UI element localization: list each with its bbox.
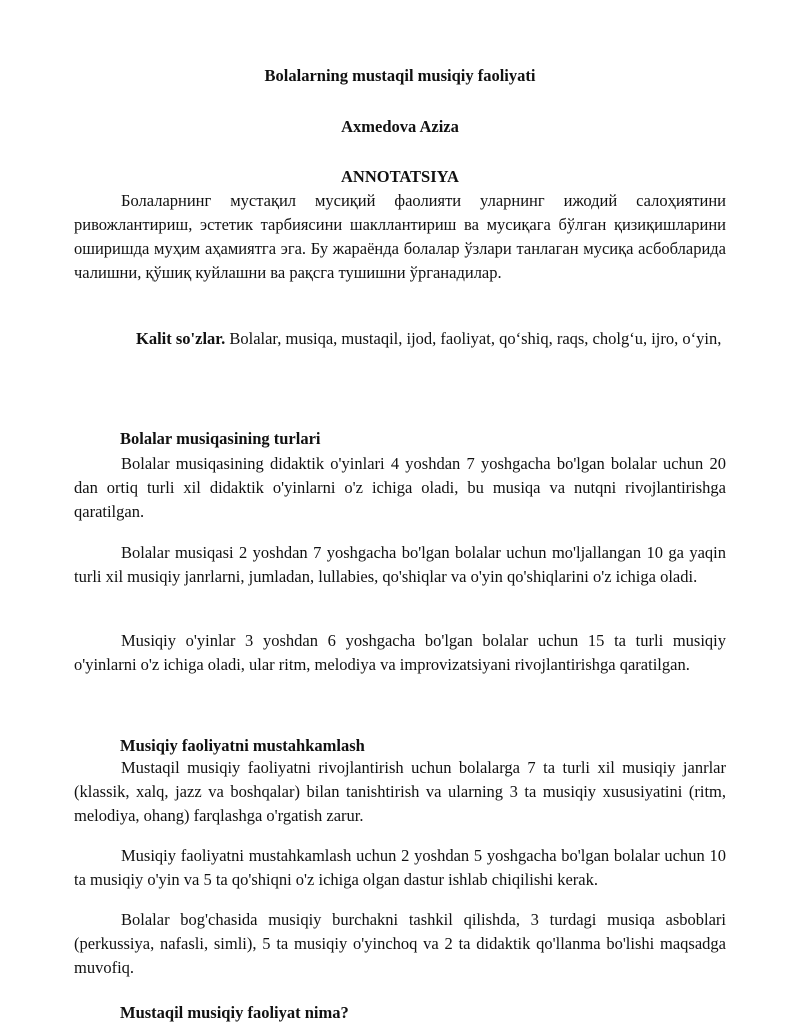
section-paragraph: Musiqiy o'yinlar 3 yoshdan 6 yoshgacha bo'lgan bolalar uchun 15 ta turli musiqiy o'yinlarni o'z ichiga oladi, ular ritm, melodiya va improvizatsiyani rivojlantirishga qaratilgan. bbox=[74, 631, 726, 674]
section-paragraph: Mustaqil musiqiy faoliyatni rivojlantirish uchun bolalarga 7 ta turli xil musiqiy janrlar (klassik, xalq, jazz va boshqalar) bilan tanishtirish va ularning 3 ta musiqiy xususiyatini (ritm, melodiya, ohang) farqlashga o'rgatish zarur. bbox=[74, 758, 726, 825]
section-heading: Mustaqil musiqiy faoliyat nima? bbox=[120, 1003, 349, 1022]
section-paragraph: Bolalar musiqasi 2 yoshdan 7 yoshgacha bo'lgan bolalar uchun mo'ljallangan 10 ga yaqin turli xil musiqiy janrlarni, jumladan, lullabies, qo'shiqlar va o'yin qo'shiqlarini o'z ichiga oladi. bbox=[74, 543, 726, 586]
keywords-label: Kalit so'zlar. bbox=[136, 329, 226, 348]
document-author: Axmedova Aziza bbox=[341, 117, 459, 136]
annotation-heading: ANNOTATSIYA bbox=[341, 167, 459, 186]
section-heading: Bolalar musiqasining turlari bbox=[120, 429, 321, 448]
section-heading: Musiqiy faoliyatni mustahkamlash bbox=[120, 736, 365, 755]
section-paragraph: Bolalar musiqasining didaktik o'yinlari 4 yoshdan 7 yoshgacha bo'lgan bolalar uchun 20 dan ortiq turli xil didaktik o'yinlarni o'z ichiga oladi, bu musiqa va nutqni rivojlantirishga qaratilgan. bbox=[74, 454, 726, 521]
section-paragraph: Musiqiy faoliyatni mustahkamlash uchun 2 yoshdan 5 yoshgacha bo'lgan bolalar uchun 10 ta musiqiy o'yin va 5 ta qo'shiqni o'z ichiga olgan dastur ishlab chiqilishi kerak. bbox=[74, 846, 726, 889]
document-title: Bolalarning mustaqil musiqiy faoliyati bbox=[264, 66, 536, 85]
annotation-paragraph: Болаларнинг мустақил мусиқий фаолияти уларнинг ижодий салоҳиятини ривожлантириш, эстетик тарбиясини шакллантириш ва мусиқага бўлган қизиқишларини оширишда муҳим аҳамиятга эга. Бу жараёнда болалар ўзлари танлаган мусиқа асбобларида чалишни, қўшиқ куйлашни ва рақсга тушишни ўрганадилар. bbox=[74, 191, 726, 282]
keywords-text: Bolalar, musiqa, mustaqil, ijod, faoliyat, qo‘shiq, raqs, cholg‘u, ijro, o‘yin, bbox=[225, 329, 722, 348]
keywords-paragraph bbox=[74, 327, 726, 351]
section-paragraph: Bolalar bog'chasida musiqiy burchakni tashkil qilishda, 3 turdagi musiqa asboblari (perkussiya, nafasli, simli), 5 ta musiqiy o'yinchoq va 2 ta didaktik qo'llanma bo'lishi maqsadga muvofiq. bbox=[74, 910, 726, 977]
